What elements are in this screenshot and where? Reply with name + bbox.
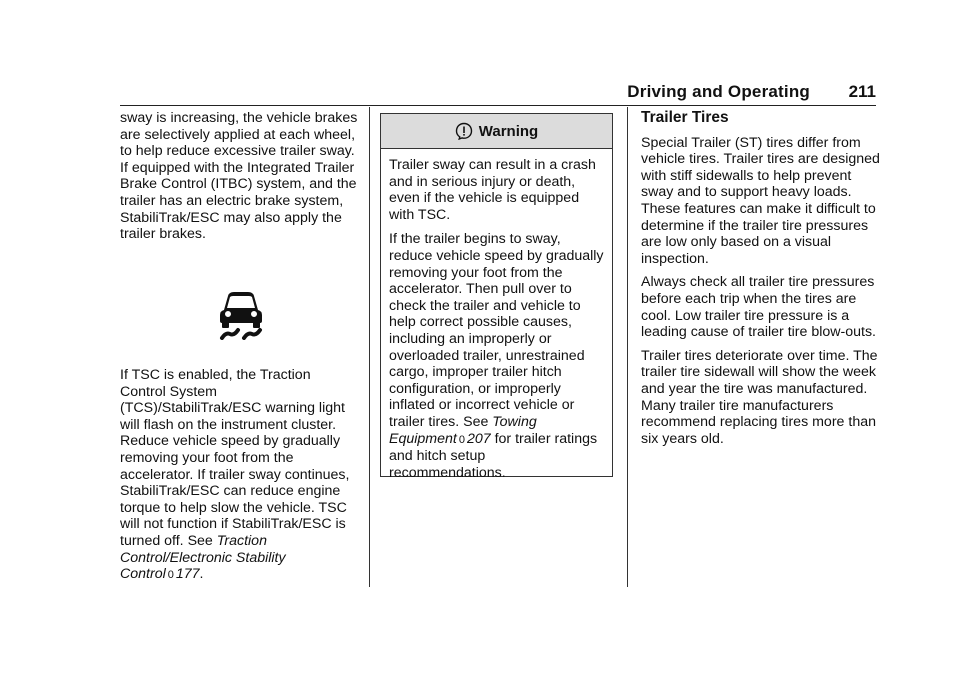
paragraph-special-trailer-tires: Special Trailer (ST) tires differ from vehicle tires. Trailer tires are designed with stiff sidewalls to help prevent sway and to support heavy loads. These features can make it difficult to determine if the trailer tire pressures are low only based on a visual inspection. (641, 134, 880, 267)
warning-paragraph-2 (389, 231, 604, 481)
warning-body (381, 149, 612, 481)
column-divider-2 (627, 107, 628, 587)
page-ref-arrow: 0 (458, 433, 465, 446)
section-heading-trailer-tires: Trailer Tires (641, 109, 729, 126)
page-header (120, 80, 876, 104)
warning-paragraph-1: Trailer sway can result in a crash and in serious injury or death, even if the vehicle is equipped with TSC. (389, 157, 596, 223)
warning-title: Warning (478, 122, 539, 140)
traction-control-skid-icon (216, 288, 266, 340)
warning-box (380, 113, 613, 481)
warning-icon (455, 122, 473, 140)
paragraph-tsc-enabled (120, 367, 360, 584)
left-column-lower (120, 367, 360, 591)
page-ref-arrow: 0 (167, 569, 174, 582)
right-column (641, 110, 881, 454)
xref-towing-equipment-link[interactable]: Towing Equipment (389, 413, 537, 447)
column-divider-1 (369, 107, 370, 587)
xref-page-207[interactable]: 207 (466, 430, 491, 447)
paragraph-tire-age: Trailer tires deteriorate over time. The trailer tire sidewall will show the week and year the tire was manufactured. Many trailer tire manufacturers recommend replacing tires more than six years old. (641, 347, 878, 447)
tsc-text: If TSC is enabled, the Traction Control System (TCS)/StabiliTrak/ESC warning light will flash on the instrument cluster. Reduce vehicle speed by gradually removing your foot from the accelerator. If trailer sway continues, StabiliTrak/ESC can reduce engine torque to help slow the vehicle. TSC will not function if StabiliTrak/ESC is turned off. See (120, 367, 350, 549)
left-column (120, 110, 360, 250)
paragraph-sway-braking: sway is increasing, the vehicle brakes are selectively applied at each wheel, to help reduce excessive trailer sway. If equipped with the Integrated Trailer Brake Control (ITBC) system, and the trailer has an electric brake system, StabiliTrak/ESC may also apply the trailer brakes. (120, 110, 358, 243)
warning-text: If the trailer begins to sway, reduce vehicle speed by gradually removing your foot from the accelerator. Then pull over to check the trailer and vehicle to help correct possible causes, including an improperly or overloaded trailer, unrestrained cargo, improper trailer hitch configuration, or improperly inflated or incorrect vehicle or trailer tires. See (389, 231, 604, 430)
tsc-end: . (199, 566, 204, 583)
warning-end: for trailer ratings and hitch setup recommendations. (389, 430, 598, 481)
section-title: Driving and Operating (627, 82, 810, 101)
paragraph-check-pressure: Always check all trailer tire pressures before each trip when the tires are cool. Low trailer tire pressure is a leading cause of trailer tire blow-outs. (641, 274, 877, 341)
xref-page-177[interactable]: 177 (175, 566, 200, 583)
xref-traction-control-link[interactable]: Traction Control/Electronic Stability Control (120, 532, 286, 583)
page-number: 211 (848, 82, 876, 101)
warning-header (381, 114, 612, 149)
header-rule (120, 105, 876, 106)
